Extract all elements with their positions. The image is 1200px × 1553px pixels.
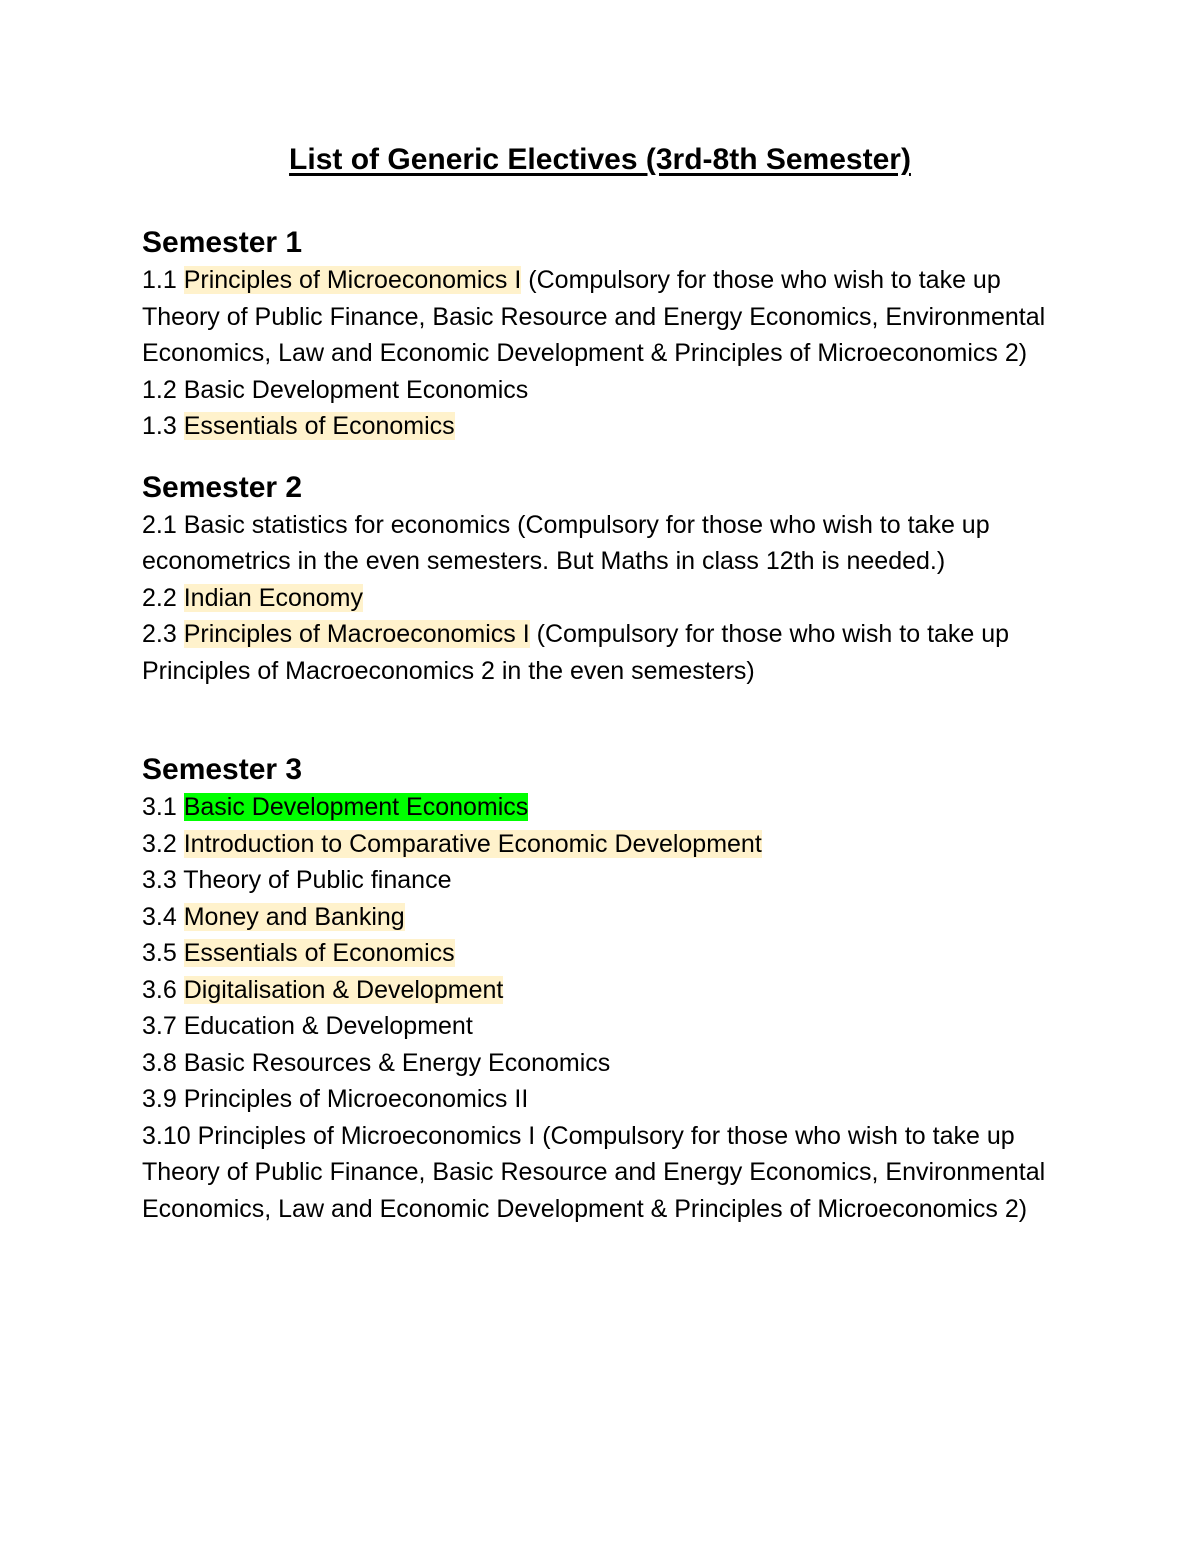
section-spacer (142, 689, 1082, 751)
course-list (142, 507, 1082, 690)
course-item (142, 372, 1082, 409)
course-name: Introduction to Comparative Economic Development (183, 829, 762, 858)
course-note: (Compulsory for those who wish to take up econometrics in the even semesters. But Maths in class 12th is needed.) (142, 510, 990, 575)
course-item (142, 862, 1082, 899)
semester-2-section (142, 469, 1082, 690)
course-name: Basic Development Economics (183, 375, 529, 404)
course-number: 1.2 (142, 375, 177, 404)
course-item (142, 580, 1082, 617)
course-number: 3.1 (142, 793, 177, 821)
course-name: Essentials of Economics (183, 939, 455, 967)
course-name: Principles of Macroeconomics I (183, 620, 530, 648)
course-item (142, 1118, 1082, 1228)
course-item (142, 1008, 1082, 1045)
course-number: 3.8 (142, 1048, 177, 1077)
course-number: 1.1 (142, 266, 177, 294)
document-body (142, 224, 1082, 1227)
semester-1-section (142, 224, 1082, 445)
semester-heading: Semester 1 (142, 226, 303, 259)
course-item (142, 935, 1082, 972)
course-number: 1.3 (142, 412, 177, 440)
course-name: Essentials of Economics (183, 412, 455, 440)
course-number: 2.1 (142, 510, 177, 539)
course-number: 3.5 (142, 939, 177, 967)
course-item (142, 1081, 1082, 1118)
course-name: Digitalisation & Development (183, 975, 504, 1004)
course-number: 2.3 (142, 620, 177, 648)
semester-heading: Semester 2 (142, 470, 303, 504)
course-name: Basic statistics for economics (183, 510, 511, 539)
course-list (142, 262, 1082, 445)
course-number: 2.2 (142, 583, 177, 612)
course-name: Basic Resources & Energy Economics (183, 1048, 611, 1077)
course-number: 3.10 (142, 1121, 191, 1150)
course-item (142, 972, 1082, 1009)
semester-heading: Semester 3 (142, 753, 303, 786)
course-name: Education & Development (183, 1012, 473, 1040)
course-item (142, 899, 1082, 936)
course-list (142, 789, 1082, 1227)
course-item (142, 262, 1082, 372)
course-name: Money and Banking (183, 902, 405, 931)
course-note: (Compulsory for those who wish to take up Theory of Public Finance, Basic Resource and Energy Economics, Environmental Economics, Law and Economic Development & Principles of Microeconomics 2) (142, 1121, 1046, 1223)
document-title: List of Generic Electives (3rd-8th Semester) (289, 143, 911, 176)
course-note: (Compulsory for those who wish to take up Theory of Public Finance, Basic Resource and Energy Economics, Environmental Economics, Law and Economic Development & Principles of Microeconomics 2) (142, 266, 1046, 367)
course-item (142, 507, 1082, 580)
course-item (142, 408, 1082, 445)
course-item (142, 616, 1082, 689)
section-spacer (142, 445, 1082, 469)
course-name: Theory of Public finance (183, 866, 452, 894)
course-number: 3.9 (142, 1085, 177, 1113)
course-item (142, 1045, 1082, 1082)
course-number: 3.2 (142, 829, 177, 858)
course-name: Principles of Microeconomics I (183, 266, 522, 294)
course-name: Indian Economy (183, 583, 363, 612)
course-name: Principles of Microeconomics II (183, 1085, 529, 1113)
course-item (142, 789, 1082, 826)
semester-3-section (142, 751, 1082, 1227)
course-name: Basic Development Economics (183, 793, 529, 821)
course-number: 3.4 (142, 902, 177, 931)
course-number: 3.7 (142, 1012, 177, 1040)
course-number: 3.3 (142, 866, 177, 894)
course-item (142, 826, 1082, 863)
course-name: Principles of Microeconomics I (197, 1121, 536, 1150)
course-number: 3.6 (142, 975, 177, 1004)
course-note: (Compulsory for those who wish to take up Principles of Macroeconomics 2 in the even semesters) (142, 620, 1010, 685)
